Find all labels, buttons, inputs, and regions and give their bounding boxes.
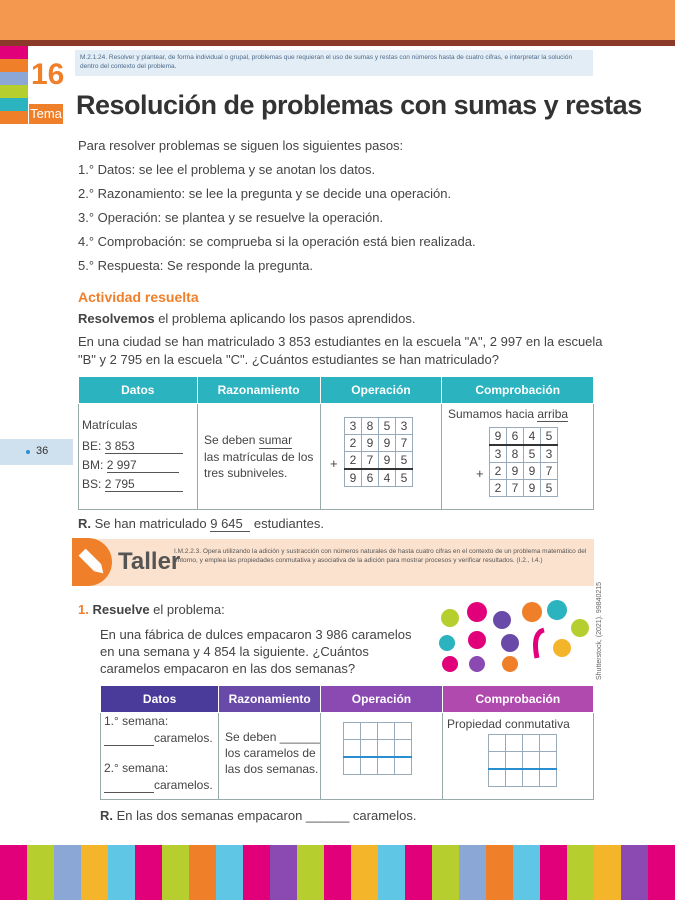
exercise-line-2: en una semana y 4 854 la siguiente. ¿Cuántos	[100, 644, 369, 659]
blank-cell[interactable]	[540, 735, 557, 752]
digit: 2	[490, 480, 507, 497]
activity-heading: Actividad resuelta	[78, 289, 199, 305]
blank-cell[interactable]	[540, 752, 557, 770]
blank-cell[interactable]	[395, 740, 412, 758]
t2-razonamiento	[225, 729, 320, 777]
blank-cell[interactable]	[378, 757, 395, 775]
digit: 2	[345, 435, 362, 452]
digit: 9	[379, 452, 396, 470]
answer-text: estudiantes.	[250, 516, 324, 531]
datos-row-be	[82, 439, 183, 454]
blank-cell[interactable]	[489, 769, 506, 787]
operation-blank-grid[interactable]	[343, 722, 412, 775]
blank-cell[interactable]	[506, 735, 523, 752]
razonamiento-part: tres subniveles.	[204, 466, 288, 480]
datos-value: 2 795	[105, 477, 183, 492]
datos-value: 3 853	[105, 439, 183, 454]
t2-r-line: Se deben ______	[225, 730, 320, 744]
header-datos: Datos	[79, 377, 198, 404]
comprobacion-text	[448, 407, 568, 422]
digit: 2	[345, 452, 362, 470]
t2-unit: caramelos.	[154, 731, 213, 745]
candy-illustration	[432, 598, 592, 674]
top-line	[0, 40, 675, 46]
digit: 7	[396, 435, 413, 452]
digit: 6	[362, 469, 379, 487]
digit: 9	[345, 469, 362, 487]
blank-cell[interactable]	[395, 723, 412, 740]
plus-sign: +	[476, 466, 484, 481]
digit: 3	[490, 445, 507, 463]
page-number: 36	[36, 445, 49, 457]
digit: 9	[524, 463, 541, 480]
digit: 8	[362, 418, 379, 435]
razonamiento-part: las matrículas de los	[204, 450, 314, 464]
datos-row-bm	[82, 458, 179, 473]
answer-text: En las dos semanas empacaron ______ caramelos.	[113, 808, 417, 823]
answer-2	[100, 808, 417, 823]
taller-label: Taller	[118, 548, 181, 575]
digit: 5	[541, 480, 558, 497]
blank-cell[interactable]	[344, 723, 361, 740]
answer-prefix: R.	[78, 516, 91, 531]
step-4: 4.° Comprobación: se comprueba si la operación está bien realizada.	[78, 234, 476, 249]
razonamiento-text	[204, 432, 313, 481]
comprobacion-part: Sumamos hacia	[448, 407, 538, 421]
comprobacion-blank-grid[interactable]	[488, 734, 557, 787]
digit: 4	[524, 428, 541, 446]
digit: 5	[541, 428, 558, 446]
exercise-heading	[78, 602, 225, 617]
page-title: Resolución de problemas con sumas y restas	[76, 90, 642, 120]
datos-title: Matrículas	[82, 418, 138, 432]
header-razonamiento: Razonamiento	[197, 377, 320, 404]
datos-row-bs	[82, 477, 183, 492]
top-band	[0, 0, 675, 40]
digit: 5	[396, 452, 413, 470]
step-5: 5.° Respuesta: Se responde la pregunta.	[78, 258, 314, 273]
blank-cell[interactable]	[540, 769, 557, 787]
blank-cell[interactable]	[361, 740, 378, 758]
t2-r-line: los caramelos de	[225, 746, 316, 760]
blank-cell[interactable]	[344, 757, 361, 775]
datos-label: BS:	[82, 477, 102, 491]
datos-value: 2 997	[107, 458, 179, 473]
blank-cell[interactable]	[523, 752, 540, 770]
activity-rest: el problema aplicando los pasos aprendidos.	[154, 311, 416, 326]
razonamiento-part: Se deben	[204, 433, 259, 447]
tema-label: Tema	[29, 104, 63, 124]
problem-line-2: "B" y 2 795 en la escuela "C". ¿Cuántos estudiantes se han matriculado?	[78, 352, 499, 367]
digit: 9	[379, 435, 396, 452]
taller-standard: I.M.2.2.3. Opera utilizando la adición y sustracción con números naturales de hasta cuatro cifras en el contexto de un problema matemático del entorno, y emplea las propiedades conmutativa y asociativa de la adición para mostrar procesos y verificar resultados. (I.2., I.4.)	[174, 548, 587, 564]
digit: 6	[507, 428, 524, 446]
header-datos: Datos	[101, 686, 219, 713]
blank-cell[interactable]	[506, 769, 523, 787]
digit: 9	[507, 463, 524, 480]
digit: 2	[490, 463, 507, 480]
t2-unit: caramelos.	[154, 778, 213, 792]
t2-r-line: las dos semanas.	[225, 762, 319, 776]
digit: 3	[396, 418, 413, 435]
tema-color-stripes	[0, 46, 28, 124]
t2-week1: 1.° semana:	[104, 714, 169, 728]
blank-cell[interactable]	[344, 740, 361, 758]
digit: 3	[345, 418, 362, 435]
datos-label: BM:	[82, 458, 104, 472]
blank-cell[interactable]	[523, 735, 540, 752]
plus-sign: +	[330, 456, 338, 471]
blank-cell[interactable]	[378, 740, 395, 758]
digit: 9	[490, 428, 507, 446]
operation-grid	[344, 417, 413, 487]
header-comprobacion: Comprobación	[442, 686, 593, 713]
digit: 5	[396, 469, 413, 487]
blank-cell[interactable]	[395, 757, 412, 775]
answer-text: Se han matriculado	[91, 516, 211, 531]
t2-week2-blank	[104, 778, 213, 793]
step-2: 2.° Razonamiento: se lee la pregunta y se decide una operación.	[78, 186, 452, 201]
header-operacion: Operación	[320, 377, 442, 404]
blank-cell[interactable]	[361, 757, 378, 775]
digit: 7	[541, 463, 558, 480]
answer-value: 9 645	[210, 516, 250, 532]
razonamiento-operation: sumar	[258, 433, 293, 447]
digit: 8	[507, 445, 524, 463]
digit: 7	[507, 480, 524, 497]
blank-cell[interactable]	[378, 723, 395, 740]
digit: 4	[379, 469, 396, 487]
header-razonamiento: Razonamiento	[219, 686, 321, 713]
t2-week2: 2.° semana:	[104, 761, 169, 775]
t2-comprobacion: Propiedad conmutativa	[447, 717, 570, 731]
answer-1	[78, 516, 324, 532]
activity-instruction	[78, 311, 415, 326]
t2-week1-blank	[104, 731, 213, 746]
digit: 9	[524, 480, 541, 497]
blank-line	[104, 778, 154, 793]
datos-label: BE:	[82, 439, 102, 453]
blank-cell[interactable]	[506, 752, 523, 770]
exercise-rest: el problema:	[149, 602, 225, 617]
blank-cell[interactable]	[489, 752, 506, 770]
bottom-color-bar	[0, 845, 675, 900]
problem-line-1: En una ciudad se han matriculado 3 853 estudiantes en la escuela "A", 2 997 en la escuela	[78, 334, 603, 349]
header-comprobacion: Comprobación	[442, 377, 594, 404]
digit: 7	[362, 452, 379, 470]
digit: 5	[379, 418, 396, 435]
activity-bold: Resolvemos	[78, 311, 155, 326]
digit: 9	[362, 435, 379, 452]
curriculum-standard: M.2.1.24. Resolver y plantear, de forma individual o grupal, problemas que requieran el uso de sumas y restas con números hasta de cuatro cifras, e interpretar la solución dentro del contexto del problema.	[75, 50, 593, 76]
tema-number: 16	[31, 58, 65, 91]
comprobacion-grid	[489, 427, 558, 497]
blank-cell[interactable]	[361, 723, 378, 740]
pencil-icon	[72, 538, 112, 586]
exercise-line-3: caramelos empacaron en las dos semanas?	[100, 661, 356, 676]
step-3: 3.° Operación: se plantea y se resuelve la operación.	[78, 210, 384, 225]
page-dot	[26, 450, 30, 454]
exercise-line-1: En una fábrica de dulces empacaron 3 986 caramelos	[100, 627, 412, 642]
digit: 5	[524, 445, 541, 463]
intro-text: Para resolver problemas se siguen los siguientes pasos:	[78, 138, 404, 153]
image-credit: Shutterstock, (2021). 99840215	[596, 581, 603, 680]
blank-line	[104, 731, 154, 746]
page-number-tab	[0, 439, 73, 465]
header-operacion: Operación	[321, 686, 443, 713]
comprobacion-direction: arriba	[537, 407, 569, 421]
exercise-number: 1.	[78, 602, 89, 617]
digit: 3	[541, 445, 558, 463]
step-1: 1.° Datos: se lee el problema y se anotan los datos.	[78, 162, 376, 177]
blank-cell[interactable]	[489, 735, 506, 752]
answer-prefix: R.	[100, 808, 113, 823]
exercise-bold: Resuelve	[92, 602, 150, 617]
blank-cell[interactable]	[523, 769, 540, 787]
